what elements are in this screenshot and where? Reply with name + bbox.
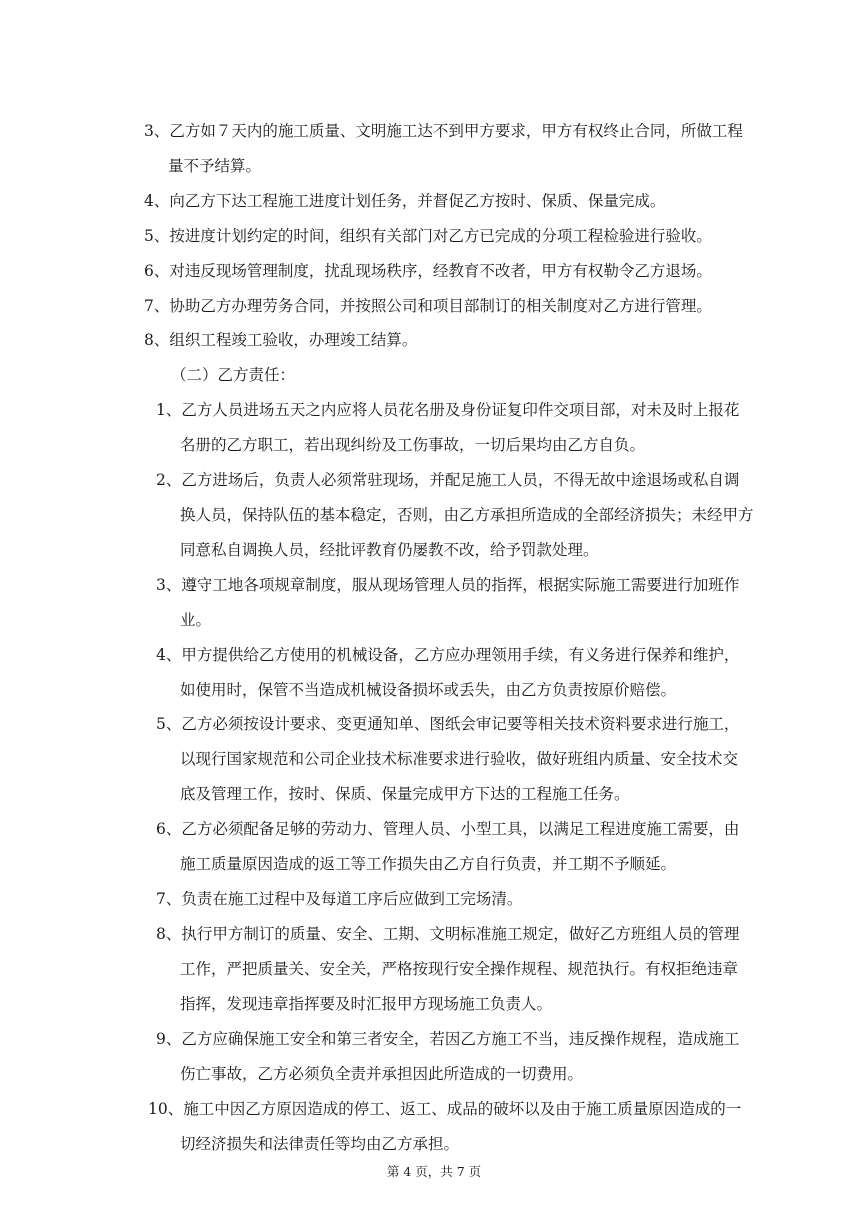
clause-a8: 8、组织工程竣工验收，办理竣工结算。: [144, 331, 418, 349]
clause-b4-line2: 如使用时，保管不当造成机械设备损坏或丢失，由乙方负责按原价赔偿。: [180, 681, 677, 699]
clause-b5-line2: 以现行国家规范和公司企业技术标准要求进行验收，做好班组内质量、安全技术交: [180, 750, 739, 768]
clause-b1-line2: 名册的乙方职工，若出现纠纷及工伤事故，一切后果均由乙方自负。: [180, 436, 646, 454]
clause-b1-line1: 1、乙方人员进场五天之内应将人员花名册及身份证复印件交项目部，对未及时上报花: [156, 401, 740, 419]
clause-a4: 4、向乙方下达工程施工进度计划任务，并督促乙方按时、保质、保量完成。: [144, 192, 666, 210]
clause-b9-line1: 9、乙方应确保施工安全和第三者安全，若因乙方施工不当，违反操作规程，造成施工: [156, 1030, 740, 1048]
clause-a5: 5、按进度计划约定的时间，组织有关部门对乙方已完成的分项工程检验进行验收。: [144, 227, 712, 245]
clause-a6: 6、对违反现场管理制度，扰乱现场秩序，经教育不改者，甲方有权勒令乙方退场。: [144, 262, 712, 280]
clause-b2-line2: 换人员，保持队伍的基本稳定，否则，由乙方承担所造成的全部经济损失；未经甲方: [180, 506, 754, 524]
clause-b8-line3: 指挥，发现违章指挥要及时汇报甲方现场施工负责人。: [180, 995, 553, 1013]
clause-b9-line2: 伤亡事故，乙方必须负全责并承担因此所造成的一切费用。: [180, 1065, 584, 1083]
clause-b3-line2: 业。: [180, 611, 212, 629]
clause-b8-line1: 8、执行甲方制订的质量、安全、工期、文明标准施工规定，做好乙方班组人员的管理: [156, 925, 740, 943]
clause-b5-line1: 5、乙方必须按设计要求、变更通知单、图纸会审记要等相关技术资料要求进行施工，: [156, 715, 740, 733]
clause-b2-line3: 同意私自调换人员，经批评教育仍屡教不改，给予罚款处理。: [180, 541, 599, 559]
clause-a7: 7、协助乙方办理劳务合同，并按照公司和项目部制订的相关制度对乙方进行管理。: [144, 297, 712, 315]
clause-b7: 7、负责在施工过程中及每道工序后应做到工完场清。: [156, 890, 523, 908]
clause-b3-line1: 3、遵守工地各项规章制度，服从现场管理人员的指挥，根据实际施工需要进行加班作: [156, 576, 740, 594]
page-number-footer: 第 4 页，共 7 页: [386, 1164, 482, 1179]
clause-b5-line3: 底及管理工作，按时、保质、保量完成甲方下达的工程施工任务。: [180, 785, 630, 803]
clause-b10-line2: 切经济损失和法律责任等均由乙方承担。: [180, 1135, 460, 1153]
clause-a3-line1: 3、乙方如７天内的施工质量、文明施工达不到甲方要求，甲方有权终止合同，所做工程: [144, 122, 743, 140]
clause-b4-line1: 4、甲方提供给乙方使用的机械设备，乙方应办理领用手续，有义务进行保养和维护，: [156, 646, 740, 664]
clause-b6-line1: 6、乙方必须配备足够的劳动力、管理人员、小型工具，以满足工程进度施工需要，由: [156, 820, 740, 838]
section-heading: （二）乙方责任：: [171, 366, 296, 384]
clause-b10-line1: 10、施工中因乙方原因造成的停工、返工、成品的破坏以及由于施工质量原因造成的一: [148, 1100, 742, 1118]
clause-a3-line2: 量不予结算。: [168, 157, 262, 175]
clause-b8-line2: 工作，严把质量关、安全关，严格按现行安全操作规程、规范执行。有权拒绝违章: [180, 960, 739, 978]
clause-b2-line1: 2、乙方进场后，负责人必须常驻现场，并配足施工人员，不得无故中途退场或私自调: [156, 471, 740, 489]
clause-b6-line2: 施工质量原因造成的返工等工作损失由乙方自行负责，并工期不予顺延。: [180, 855, 677, 873]
